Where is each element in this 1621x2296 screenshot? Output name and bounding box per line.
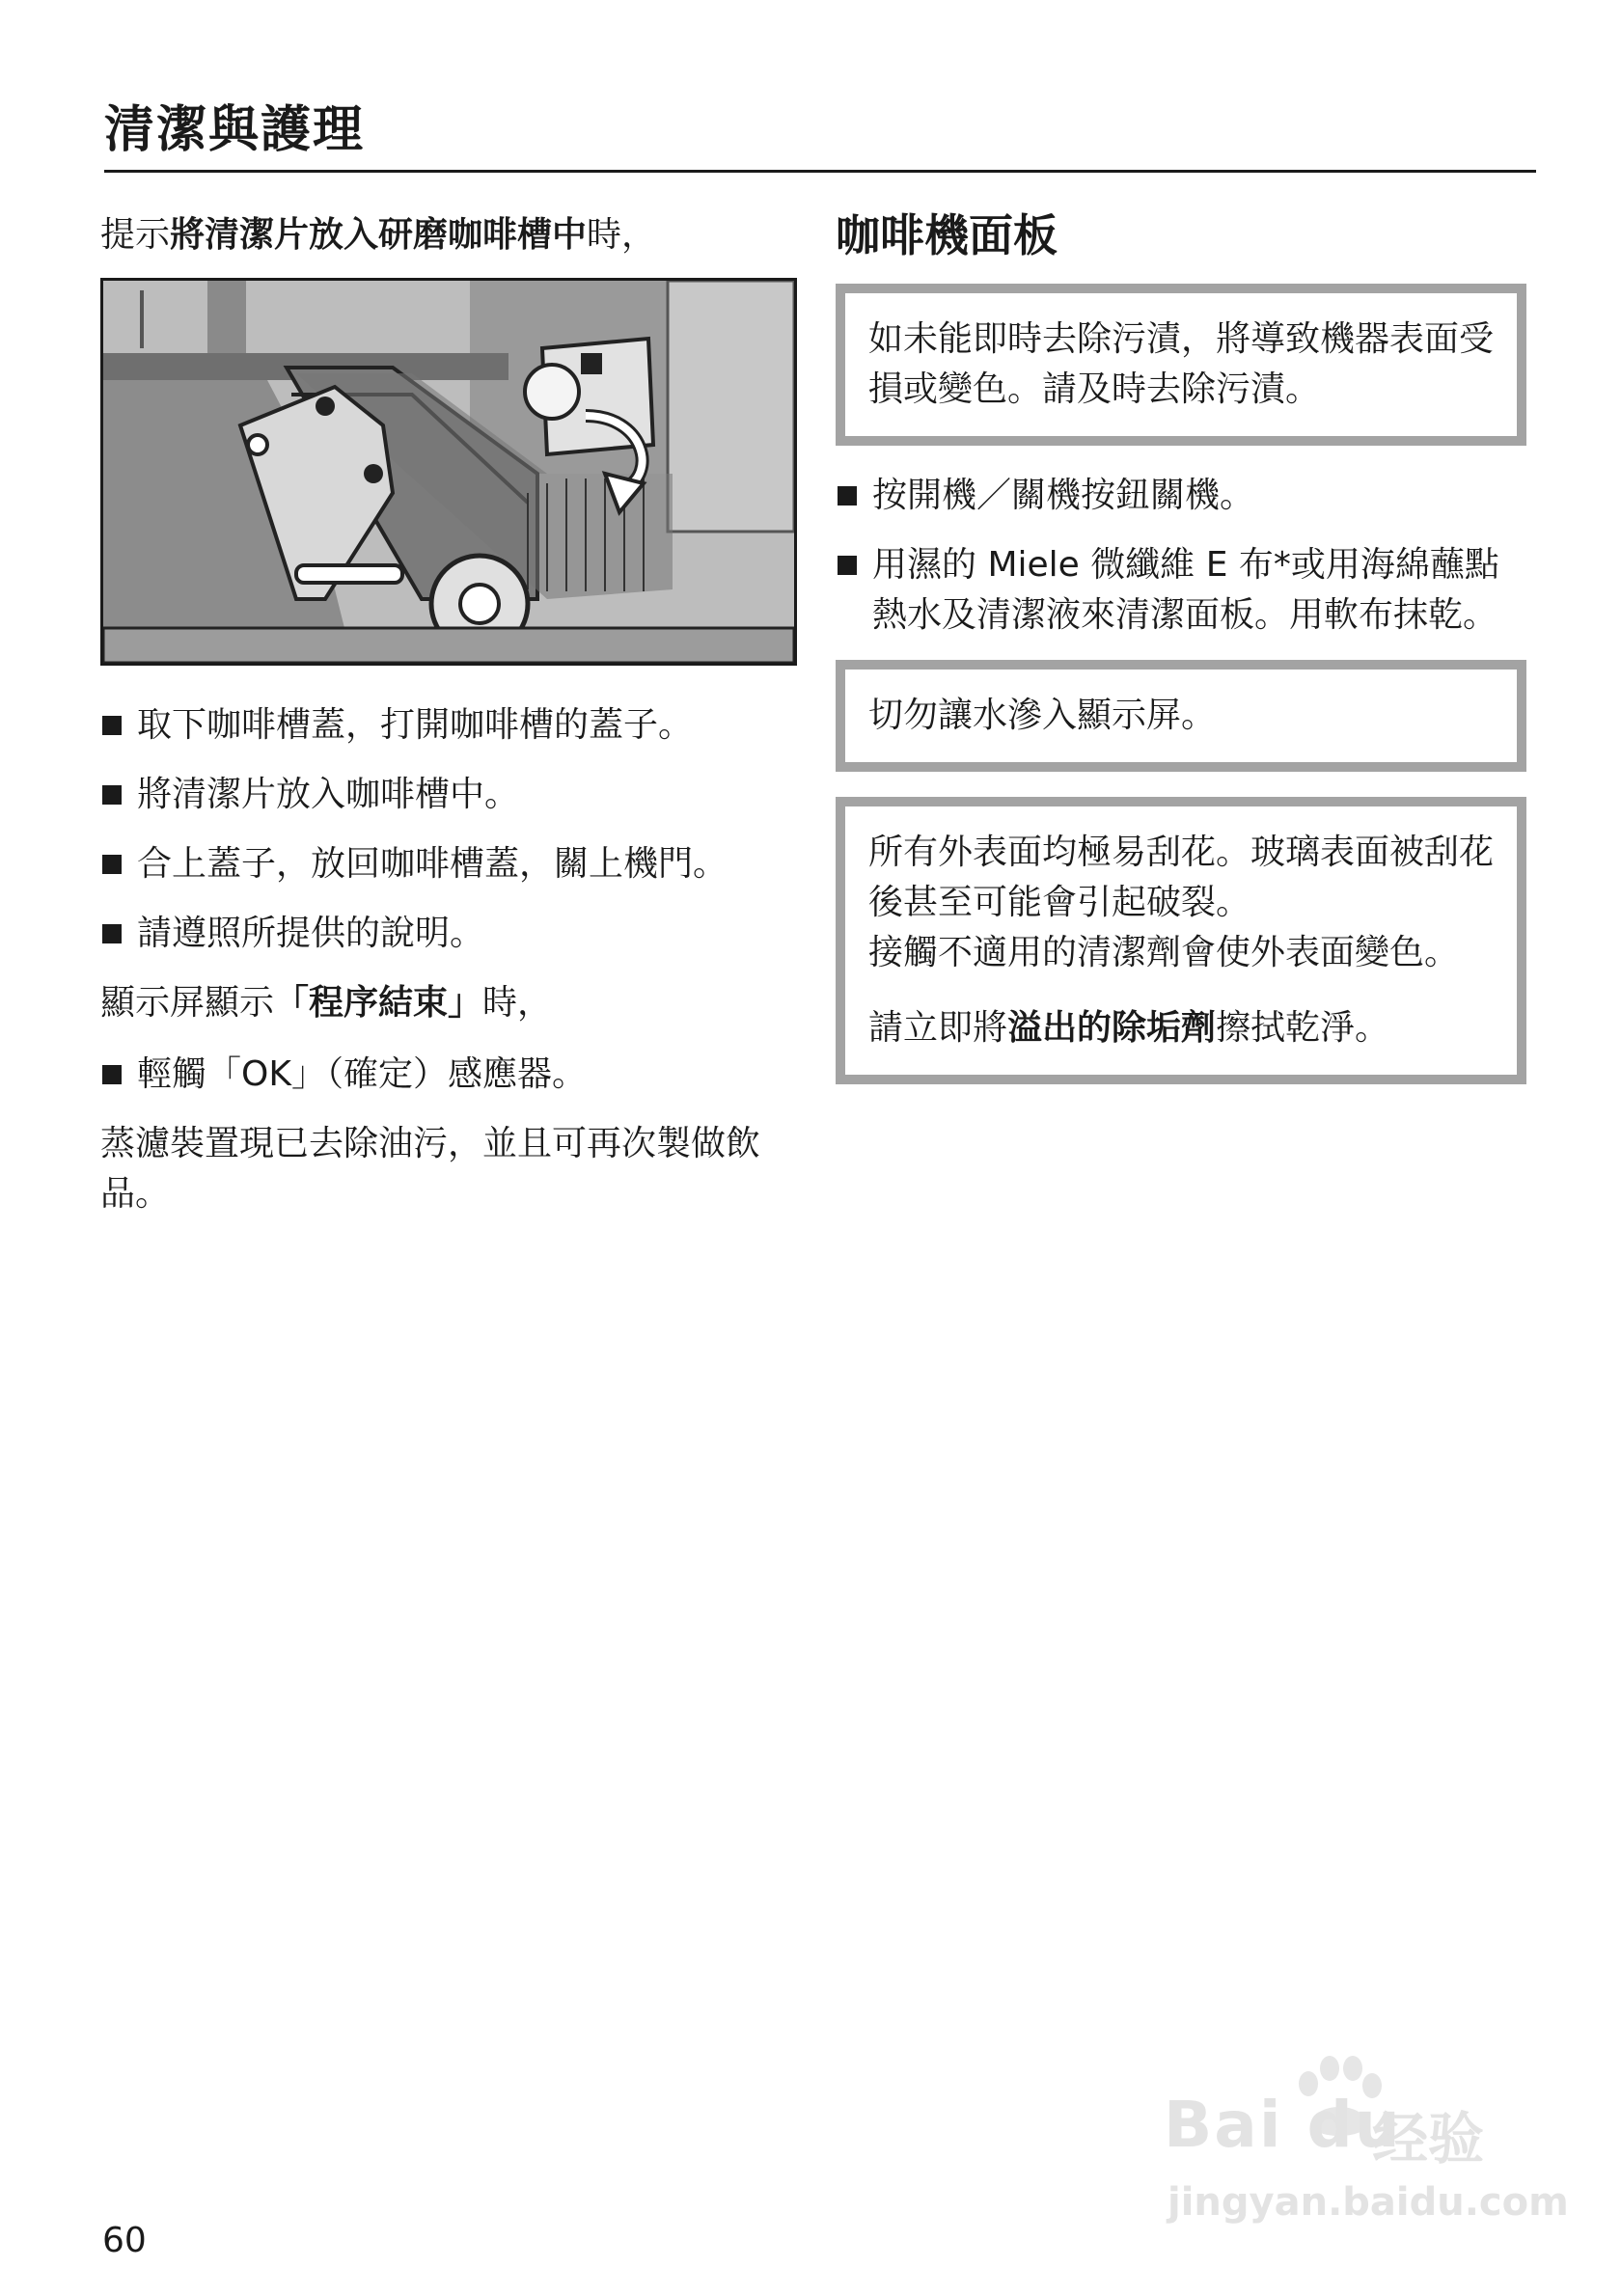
- watermark-brand: Bai du: [1164, 2088, 1402, 2162]
- watermark-url: jingyan.baidu.com: [1168, 2180, 1569, 2225]
- bullet-square-icon: [838, 556, 857, 575]
- display-status-text: 顯示屏顯示「程序結束」時，: [100, 983, 553, 1023]
- closing-text: 蒸濾裝置現已去除油污，並且可再次製做飲品。: [100, 1124, 761, 1214]
- left-column: [100, 210, 801, 1219]
- watermark-sub: 经验: [1372, 2106, 1485, 2172]
- warning-box-stains: 如未能即時去除污漬，將導致機器表面受損或變色。請及時去除污漬。: [836, 284, 1526, 446]
- warning-box-surfaces: 所有外表面均極易刮花。玻璃表面被刮花後甚至可能會引起破裂。 接觸不適用的清潔劑會使外表面變色。 請立即將溢出的除垢劑擦拭乾淨。: [836, 797, 1526, 1084]
- list-item: 輕觸「OK」（確定）感應器。: [100, 1050, 801, 1100]
- list-item: 按開機／關機按鈕關機。: [836, 471, 1526, 521]
- descaler-spill-label: 溢出的除垢劑: [1007, 1008, 1217, 1048]
- page-number: 60: [102, 2221, 147, 2260]
- intro-bold: 將清潔片放入研磨咖啡槽中: [170, 215, 588, 255]
- section-title: 咖啡機面板: [836, 209, 1058, 261]
- title-divider: [104, 170, 1536, 173]
- intro-prefix: 提示: [100, 215, 171, 255]
- page-title: 清潔與護理: [104, 101, 366, 159]
- bullet-square-icon: [102, 855, 122, 874]
- list-item: 取下咖啡槽蓋，打開咖啡槽的蓋子。: [100, 700, 801, 751]
- bullet-square-icon: [102, 1065, 122, 1084]
- right-column: [836, 210, 1526, 1109]
- bullet-square-icon: [838, 486, 857, 506]
- list-item: 合上蓋子，放回咖啡槽蓋，關上機門。: [100, 839, 801, 889]
- cleaning-tablet-illustration: [100, 278, 797, 666]
- program-end-label: 「程序結束」: [274, 983, 483, 1023]
- list-item: 請遵照所提供的說明。: [100, 909, 801, 959]
- bullet-square-icon: [102, 924, 122, 943]
- bullet-square-icon: [102, 716, 122, 735]
- list-item: 用濕的 Miele 微纖維 E 布*或用海綿蘸點熱水及清潔液來清潔面板。用軟布抹乾。: [836, 540, 1526, 641]
- intro-suffix: 時，: [587, 215, 657, 255]
- bullet-square-icon: [102, 785, 122, 805]
- intro-text: [100, 210, 801, 260]
- list-item: 將清潔片放入咖啡槽中。: [100, 770, 801, 820]
- warning-box-display: 切勿讓水滲入顯示屏。: [836, 660, 1526, 772]
- coffee-chute-drawing: [103, 281, 794, 663]
- baidu-watermark: [1148, 2055, 1569, 2248]
